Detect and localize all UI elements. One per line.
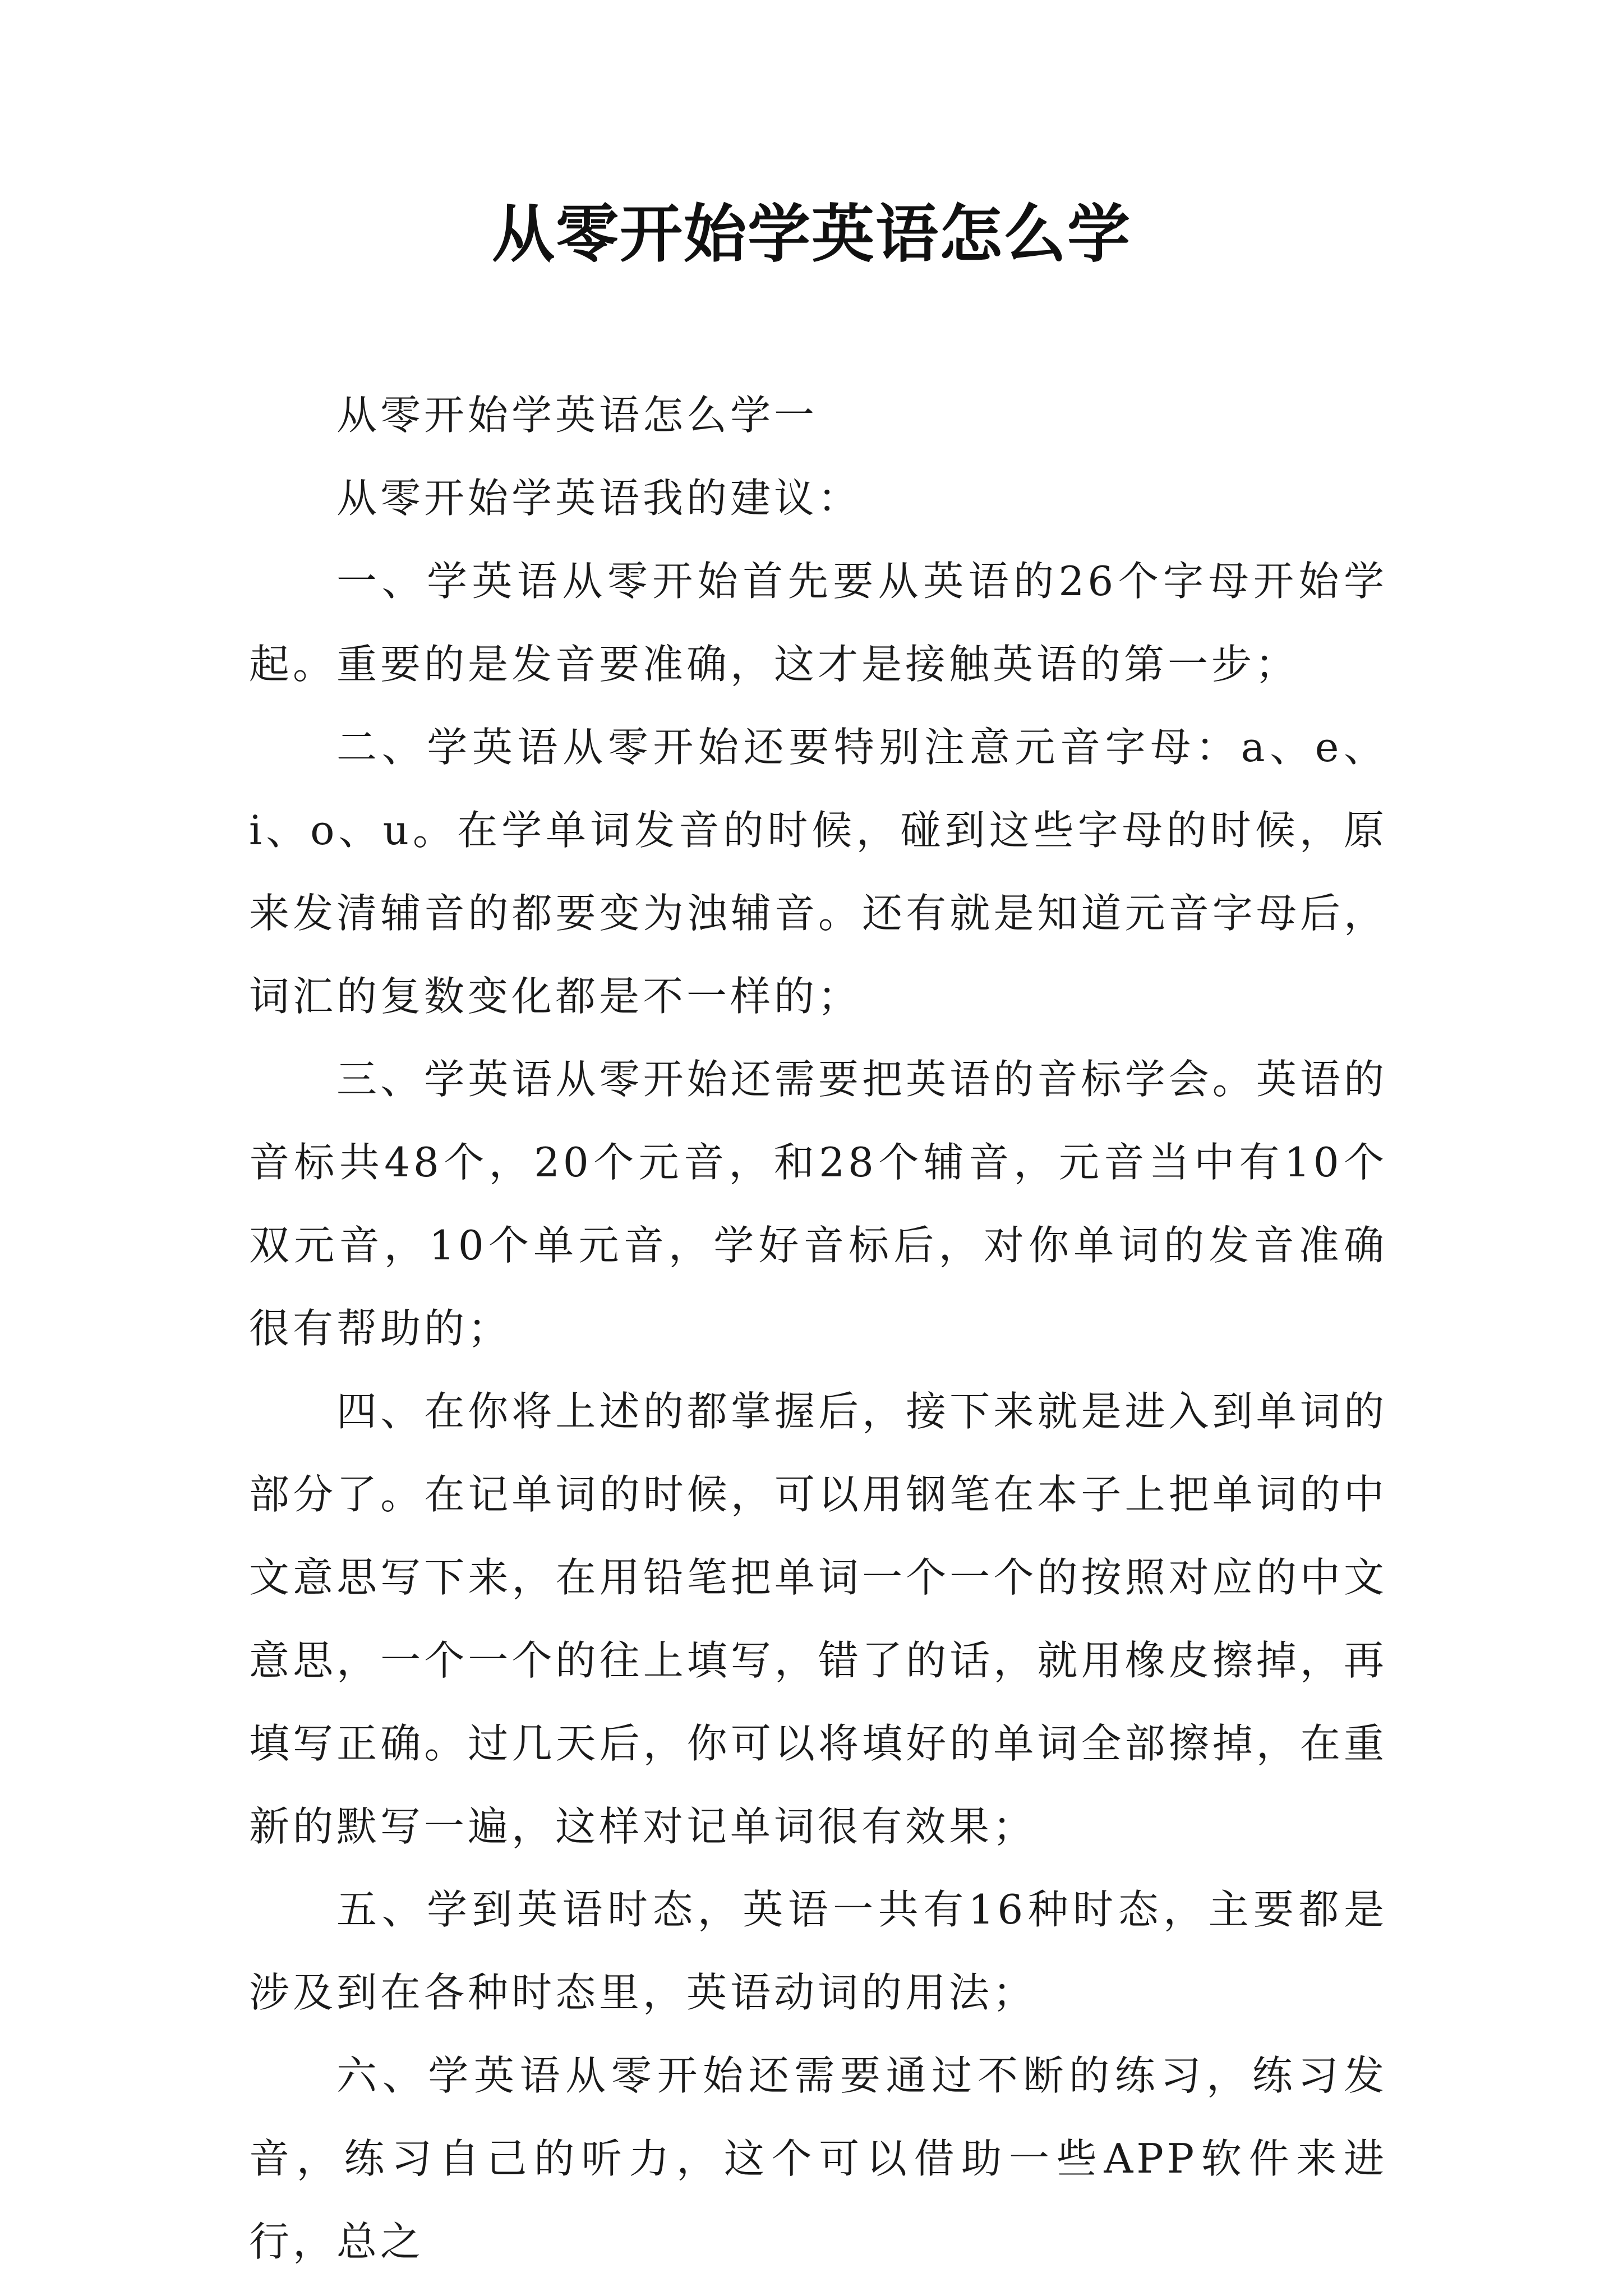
paragraph-subtitle: 从零开始学英语怎么学一 [336,392,818,439]
paragraph-point-1: 一、学英语从零开始首先要从英语的26个字母开始学起。重要的是发音要准确，这才是接触英语的第一步； [249,558,1387,688]
paragraph-point-3: 三、学英语从零开始还需要把英语的音标学会。英语的音标共48个，20个元音，和28个辅音，元音当中有10个双元音，10个单元音，学好音标后，对你单词的发音准确很有帮助的； [249,1056,1387,1352]
paragraph-point-2: 二、学英语从零开始还要特别注意元音字母：a、e、i、o、u。在学单词发音的时候，碰到这些字母的时候，原来发清辅音的都要变为浊辅音。还有就是知道元音字母后，词汇的复数变化都是不一样的； [249,724,1387,1020]
paragraph-point-5: 五、学到英语时态，英语一共有16种时态，主要都是涉及到在各种时态里，英语动词的用法； [249,1886,1387,2016]
document-body [249,374,1387,2283]
paragraph-point-4: 四、在你将上述的都掌握后，接下来就是进入到单词的部分了。在记单词的时候，可以用钢笔在本子上把单词的中文意思写下来，在用铅笔把单词一个一个的按照对应的中文意思，一个一个的往上填写，错了的话，就用橡皮擦掉，再填写正确。过几天后，你可以将填好的单词全部擦掉，在重新的默写一遍，这样对记单词很有效果； [249,1388,1387,1850]
paragraph-point-6: 六、学英语从零开始还需要通过不断的练习，练习发音，练习自己的听力，这个可以借助一些APP软件来进行，总之 [249,2052,1387,2265]
document-title: 从零开始学英语怎么学 [492,197,1131,271]
paragraph-intro: 从零开始学英语我的建议： [336,475,862,522]
